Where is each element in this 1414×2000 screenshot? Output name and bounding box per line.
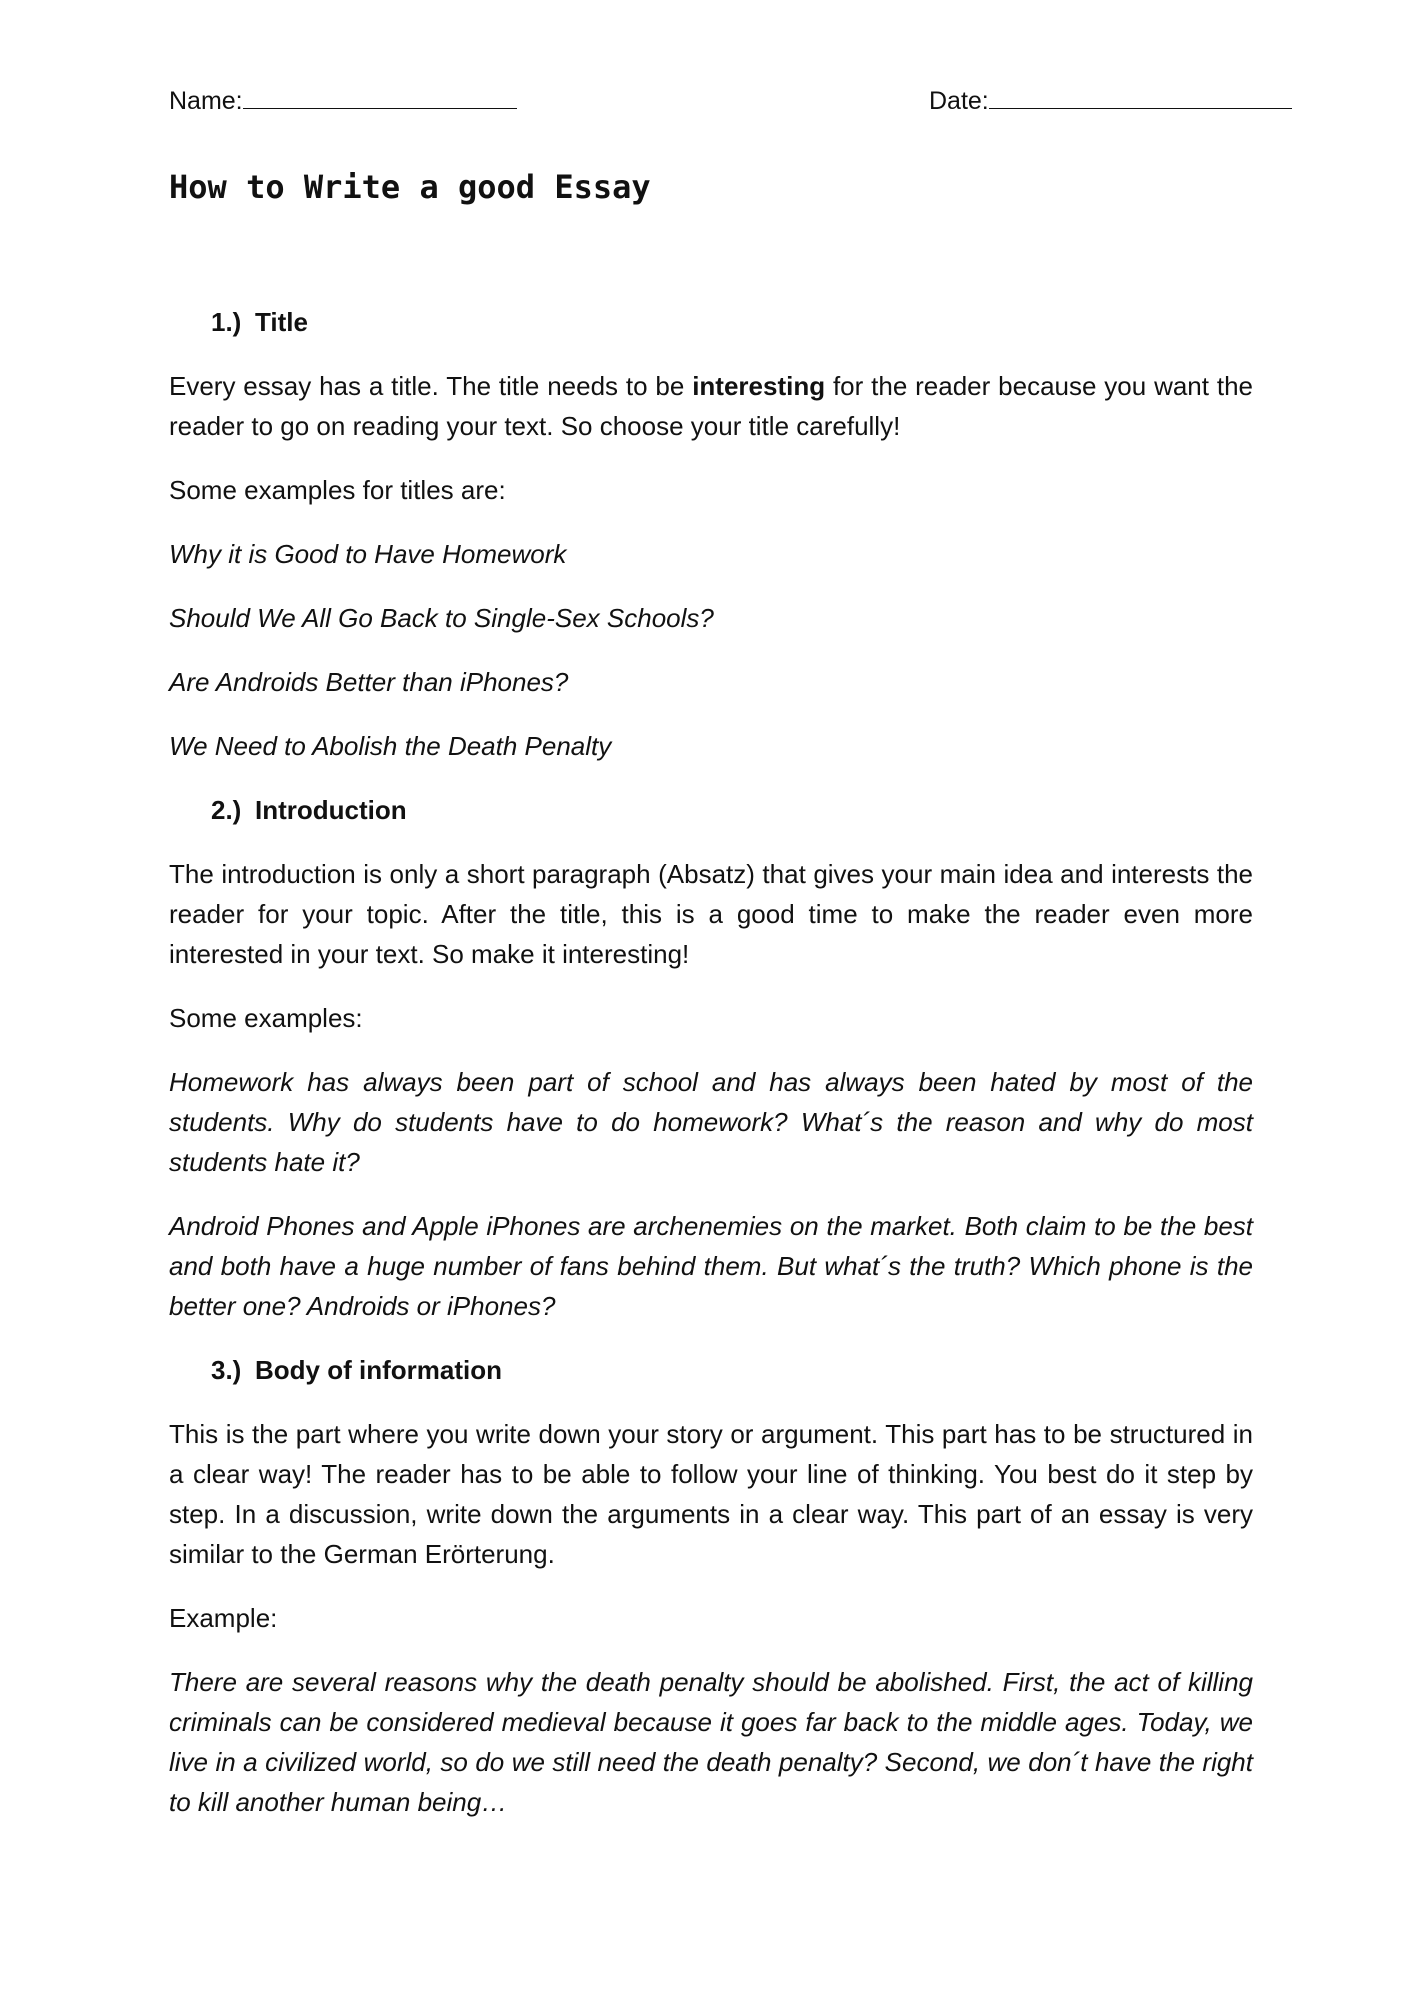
section-heading-title [211,302,1253,342]
date-blank-line[interactable] [989,84,1292,109]
emphasized-word: interesting [692,371,826,401]
examples-label: Some examples for titles are: [169,475,506,505]
example-title: Are Androids Better than iPhones? [169,667,569,697]
name-label: Name: [169,87,243,115]
example-paragraph: Android Phones and Apple iPhones are archenemies on the market. Both claim to be the best and both have a huge number of fans behind them. But what´s the truth? Which phone is the better one? Androids or iPhones? [169,1211,1253,1321]
section-heading-introduction [211,790,1253,830]
page-title: How to Write a good Essay [169,168,651,206]
section-number: 3.) [211,1355,242,1385]
example-title: We Need to Abolish the Death Penalty [169,731,612,761]
example-paragraph: There are several reasons why the death penalty should be abolished. First, the act of killing criminals can be considered medieval because it goes far back to the middle ages. Today, we live in a civilized world, so do we still need the death penalty? Second, we don´t have the right to kill another human being… [169,1667,1253,1817]
section-heading-text: Introduction [255,795,407,825]
date-field[interactable] [929,84,1292,116]
name-blank-line[interactable] [243,84,517,109]
date-label: Date: [929,87,989,115]
section-heading-body [211,1350,1253,1390]
intro-text: Every essay has a title. The title needs to be [169,371,693,401]
section-intro-paragraph: The introduction is only a short paragraph (Absatz) that gives your main idea and interests the reader for your topic. After the title, this is a good time to make the reader even more interested in your text. So make it interesting! [169,859,1253,969]
section-heading-text: Title [255,307,308,337]
section-intro-paragraph: This is the part where you write down your story or argument. This part has to be structured in a clear way! The reader has to be able to follow your line of thinking. You best do it step by step. In a discussion, write down the arguments in a clear way. This part of an essay is very similar to the German Erörterung. [169,1419,1253,1569]
section-number: 1.) [211,307,242,337]
example-paragraph: Homework has always been part of school and has always been hated by most of the students. Why do students have to do homework? What´s the reason and why do most students hate it? [169,1067,1253,1177]
section-heading-text: Body of information [255,1355,502,1385]
header-row [169,84,1285,120]
example-title: Should We All Go Back to Single-Sex Schools? [169,603,714,633]
examples-label: Some examples: [169,1003,363,1033]
section-intro-paragraph [169,366,1253,446]
example-title: Why it is Good to Have Homework [169,539,567,569]
section-number: 2.) [211,795,242,825]
name-field[interactable] [169,84,517,116]
examples-label: Example: [169,1603,278,1633]
essay-guide-content [169,302,1253,1846]
intro-text: for the reader because you want the reader to go on reading your text. So choose your title carefully! [169,371,1253,441]
